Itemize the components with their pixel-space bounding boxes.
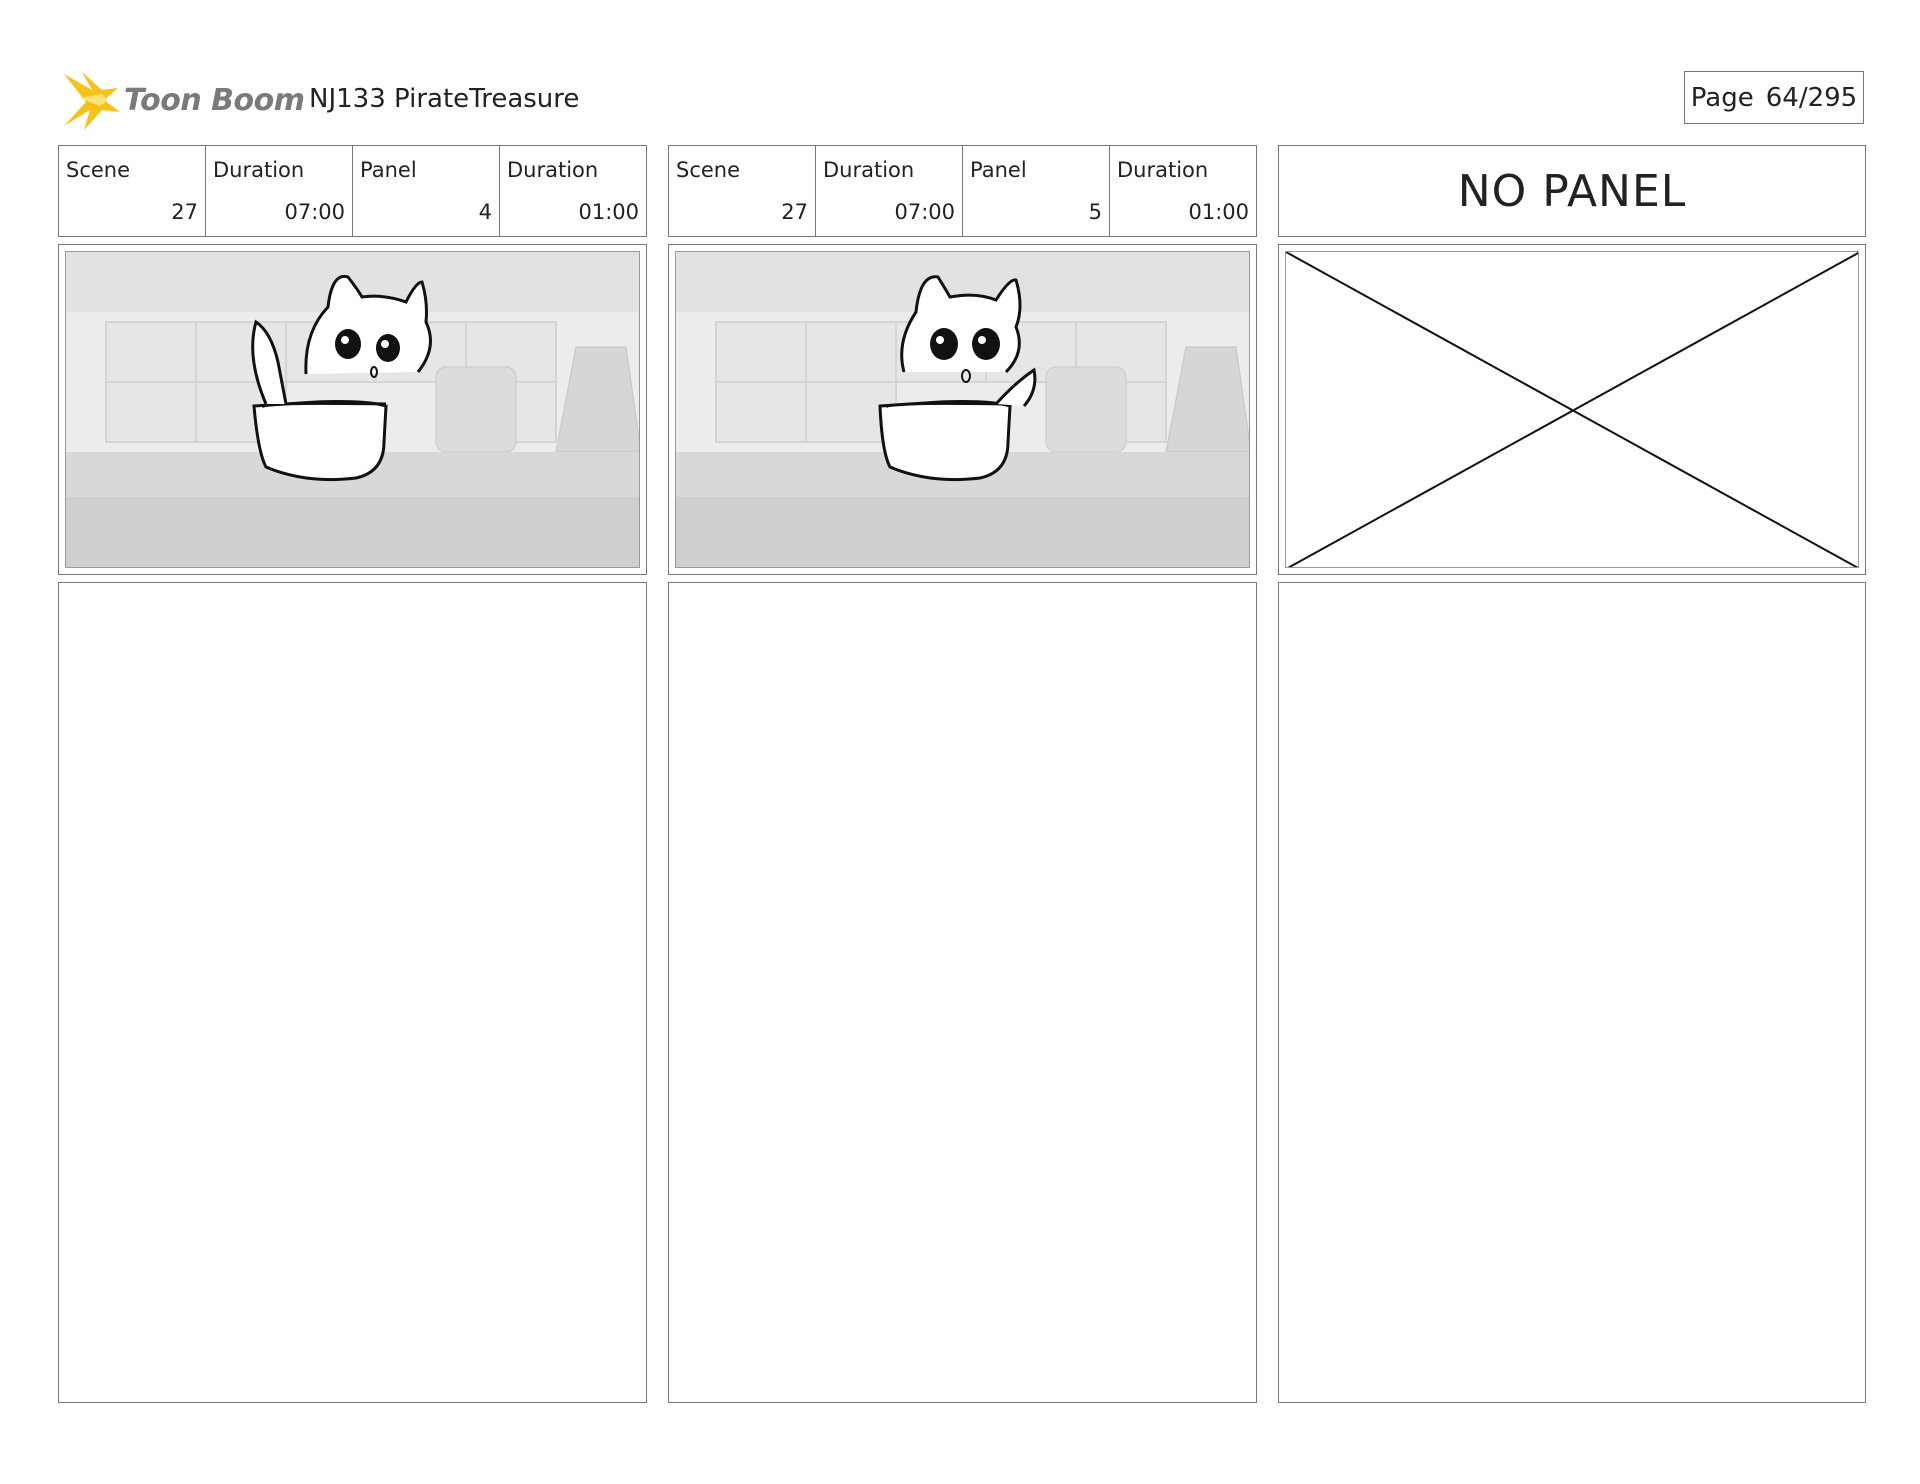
panel-value: 4 (478, 200, 492, 224)
panel-image-frame-1 (58, 244, 647, 575)
panel-image-2 (675, 251, 1250, 568)
panel-duration-value: 01:00 (1188, 200, 1249, 224)
toon-boom-burst-icon (62, 68, 124, 132)
panel-header-2 (668, 145, 1257, 237)
panel-duration-label: Duration (507, 158, 599, 182)
scene-label: Scene (676, 158, 741, 182)
cross-placeholder-icon (1286, 252, 1859, 568)
duration-value: 07:00 (894, 200, 955, 224)
panel-notes-3[interactable] (1278, 582, 1866, 1403)
duration-label: Duration (213, 158, 305, 182)
panel-duration-value: 01:00 (578, 200, 639, 224)
panel-header-1 (58, 145, 647, 237)
page-label: Page (1690, 82, 1754, 113)
toon-boom-logo (62, 68, 304, 132)
duration-label: Duration (823, 158, 915, 182)
panel-cell (962, 146, 1109, 236)
panel-image-1 (65, 251, 640, 568)
logo-text: Toon Boom (124, 82, 305, 118)
panel-notes-2[interactable] (668, 582, 1257, 1403)
panel-duration-cell (1109, 146, 1256, 236)
panel-cell (352, 146, 499, 236)
panel-image-frame-2 (668, 244, 1257, 575)
panel-label: Panel (360, 158, 417, 182)
panel-duration-cell (499, 146, 646, 236)
panel-notes-1[interactable] (58, 582, 647, 1403)
page-indicator (1684, 71, 1864, 124)
no-panel-header (1278, 145, 1866, 237)
no-panel-placeholder (1285, 251, 1859, 568)
scene-duration-cell (815, 146, 962, 236)
project-title: NJ133 PirateTreasure (309, 84, 580, 114)
panel-value: 5 (1088, 200, 1102, 224)
scene-duration-cell (205, 146, 352, 236)
page-value: 64/295 (1765, 82, 1858, 113)
panel-duration-label: Duration (1117, 158, 1209, 182)
scene-cell (59, 146, 205, 236)
duration-value: 07:00 (284, 200, 345, 224)
scene-value: 27 (171, 200, 198, 224)
scene-value: 27 (781, 200, 808, 224)
no-panel-image-frame (1278, 244, 1866, 575)
scene-label: Scene (66, 158, 131, 182)
no-panel-label: NO PANEL (1457, 165, 1687, 217)
panel-label: Panel (970, 158, 1027, 182)
scene-cell (669, 146, 815, 236)
